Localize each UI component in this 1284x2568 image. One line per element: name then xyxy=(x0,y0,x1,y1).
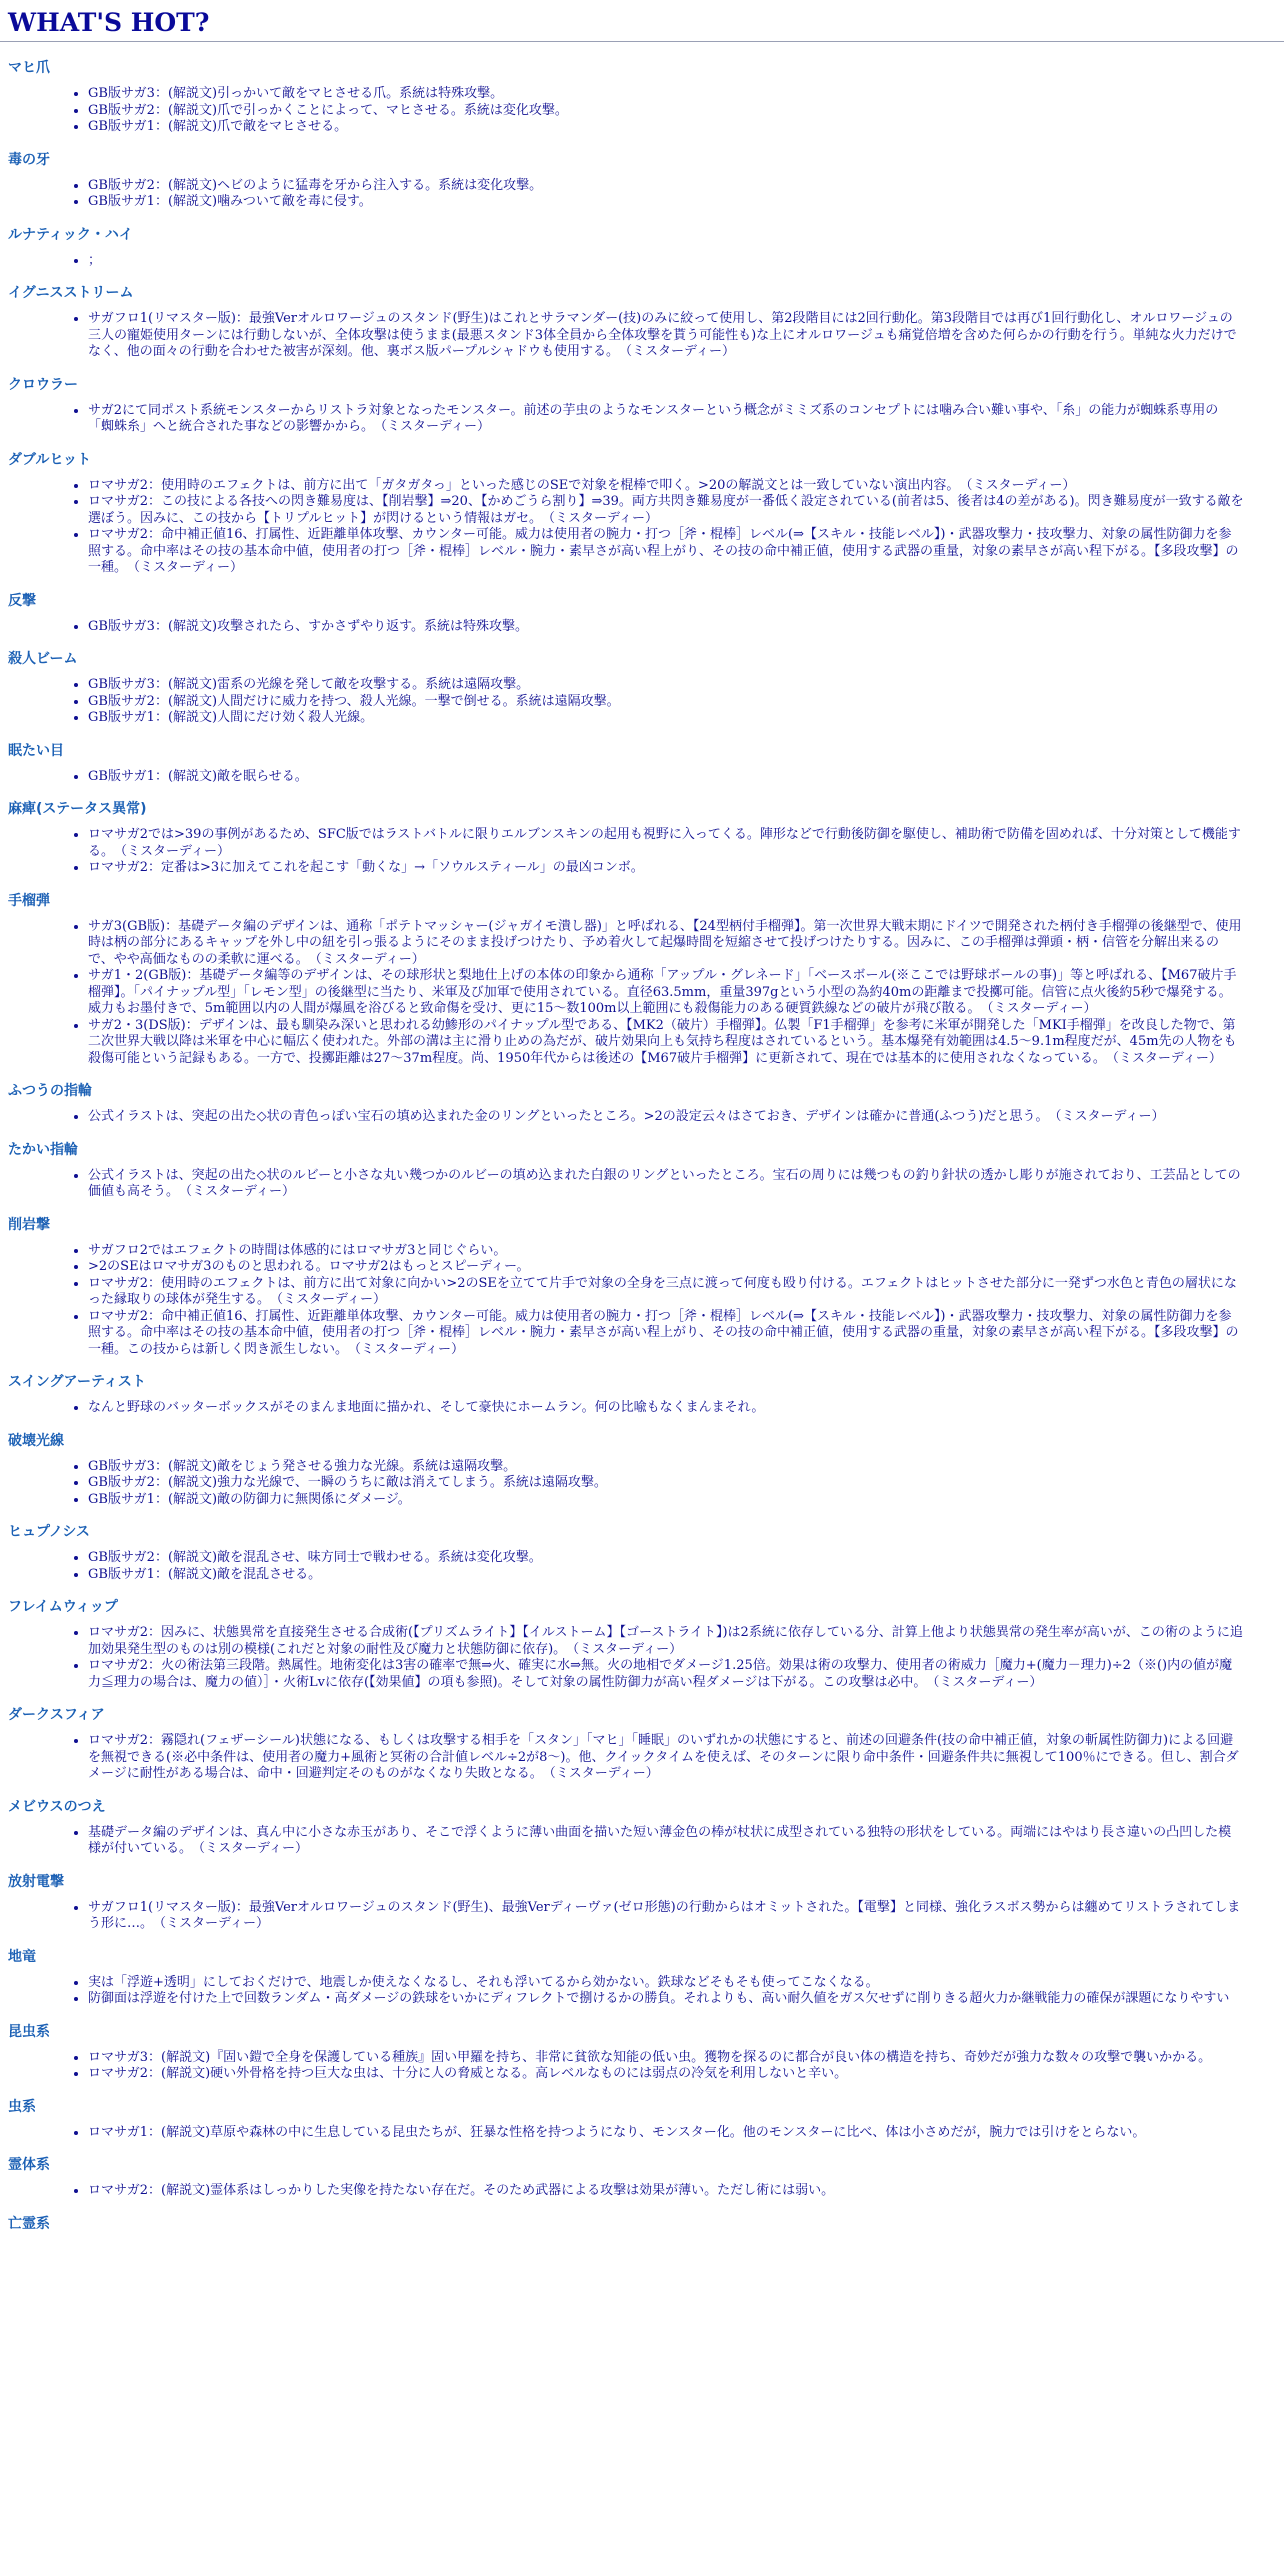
section-heading: ダークスフィア xyxy=(8,1707,105,1723)
list-item xyxy=(88,1309,1244,1359)
section xyxy=(0,891,1284,1068)
entry-text: GB版サガ1：(解説文)爪で敵をマヒさせる。 xyxy=(88,119,348,134)
entry-list xyxy=(0,178,1244,211)
author-signature: （ミスターディー） xyxy=(276,1292,386,1307)
entry-text: ロマサガ2：(解説文)硬い外骨格を持つ巨大な虫は、十分に人の脅威となる。高レベルなものには弱点の冷気を利用しないと辛い。 xyxy=(88,2066,848,2081)
author-signature: （ミスターディー） xyxy=(987,1001,1097,1016)
entry-list xyxy=(0,919,1244,1068)
section-heading: 毒の牙 xyxy=(8,151,50,168)
list-item xyxy=(88,1625,1244,1658)
entry-text: GB版サガ1：(解説文)敵の防御力に無関係にダメージ。 xyxy=(88,1491,411,1507)
section xyxy=(0,58,1284,136)
entry-text: ； xyxy=(88,252,102,268)
list-item xyxy=(88,403,1244,436)
entry-list xyxy=(0,2183,1244,2200)
author-signature: （ミスターディー） xyxy=(548,510,658,526)
title-divider xyxy=(0,41,1284,42)
entry-text: サガフロ2ではエフェクトの時間は体感的にはロマサガ3と同じぐらい。 xyxy=(88,1242,507,1258)
list-item xyxy=(88,2050,1244,2067)
list-item xyxy=(88,919,1244,969)
section-list xyxy=(0,58,1284,2234)
section-heading: 殺人ビーム xyxy=(8,651,78,667)
author-signature: （ミスターディー） xyxy=(185,1184,295,1199)
section-heading: ふつうの指輪 xyxy=(8,1083,92,1099)
author-signature: （ミスターディー） xyxy=(625,344,735,359)
list-item xyxy=(88,694,1244,711)
entry-text: GB版サガ2：(解説文)爪で引っかくことによって、マヒさせる。系統は変化攻撃。 xyxy=(88,102,568,118)
entry-list xyxy=(0,1459,1244,1509)
entry-list xyxy=(0,827,1244,877)
section-heading: たかい指輪 xyxy=(8,1141,78,1158)
author-signature: （ミスターディー） xyxy=(1112,1050,1222,1066)
list-item xyxy=(88,1459,1244,1476)
section xyxy=(0,1215,1284,1359)
entry-text: GB版サガ1：(解説文)噛みついて敵を毒に侵す。 xyxy=(88,194,372,209)
section xyxy=(0,1872,1284,1933)
entry-text: ロマサガ2：使用時のエフェクトは、前方に出て対象に向かい>2のSEを立てて片手で対象の全身を三点に渡って何度も殴り付ける。エフェクトはヒットさせた部分に一発ずつ水色と青色の層状になった縁取りの球体が発生する。 xyxy=(88,1275,1237,1307)
entry-list xyxy=(0,253,1244,270)
section-heading: 霊体系 xyxy=(8,2157,50,2173)
list-item xyxy=(88,86,1244,103)
entry-text: GB版サガ1：(解説文)敵を混乱させる。 xyxy=(88,1566,322,1582)
section xyxy=(0,649,1284,727)
entry-text: GB版サガ2：(解説文)人間だけに威力を持つ、殺人光線。一撃で倒せる。系統は遠隔攻撃。 xyxy=(88,693,620,709)
section xyxy=(0,1947,1284,2008)
entry-text: GB版サガ3：(解説文)敵をじょう発させる強力な光線。系統は遠隔攻撃。 xyxy=(88,1458,517,1474)
entry-list xyxy=(0,403,1244,436)
entry-list xyxy=(0,619,1244,636)
section-heading: イグニスストリーム xyxy=(8,285,134,301)
section xyxy=(0,2097,1284,2142)
list-item xyxy=(88,1018,1244,1068)
list-item xyxy=(88,2183,1244,2200)
list-item xyxy=(88,1400,1244,1417)
list-item xyxy=(88,478,1244,495)
entry-list xyxy=(0,2050,1244,2083)
section-heading: 削岩撃 xyxy=(8,1216,50,1233)
entry-text: ロマサガ2：この技による各技への閃き難易度は、【削岩撃】⇒20、【かめごうら割り】⇒39。両方共閃き難易度が一番低く設定されている(前者は5、後者は4の差がある)。閃き難易度が一致する敵を選ぼう。因みに、この技から【トリプルヒット】が閃けるという情報はガセ。 xyxy=(88,494,1244,526)
list-item xyxy=(88,1550,1244,1567)
section-heading: フレイムウィップ xyxy=(8,1599,118,1615)
section-heading: マヒ爪 xyxy=(8,60,50,76)
section xyxy=(0,1081,1284,1126)
entry-list xyxy=(0,1733,1244,1783)
entry-text: ロマサガ2：定番は>3に加えてこれを起こす「動くな」→「ソウルスティール」の最凶コンボ。 xyxy=(88,860,644,875)
entry-text: GB版サガ3：(解説文)引っかいて敵をマヒさせる爪。系統は特殊攻撃。 xyxy=(88,86,504,101)
entry-list xyxy=(0,1825,1244,1858)
list-item xyxy=(88,1475,1244,1492)
entry-text: サガフロ1(リマスター版)：最強Verオルロワージュのスタンド(野生)はこれとサラマンダー(技)のみに絞って使用し、第2段階目には2回行動化。第3段階目では再び1回行動化し、オルロワージュの三人の寵姫使用ターンには行動しないが、全体攻撃は使うまま(最悪スタンド3体全員から全体攻撃を貰う可能性も)な上にオルロワージュも痛覚倍増を含めた何らかの行動を行う。単純な火力だけでなく、他の面々の行動を合わせた被害が深刻。他、裏ボス版パープルシャドウも使用する。 xyxy=(88,311,1237,359)
section xyxy=(0,1431,1284,1509)
entry-list xyxy=(0,1109,1244,1126)
section xyxy=(0,450,1284,577)
entry-text: ロマサガ1：(解説文)草原や森林の中に生息している昆虫たちが、狂暴な性格を持つようになり、モンスター化。他のモンスターに比べ、体は小さめだが，腕力では引けをとらない。 xyxy=(88,2124,1146,2140)
list-item xyxy=(88,1243,1244,1260)
list-item xyxy=(88,619,1244,636)
entry-text: GB版サガ2：(解説文)ヘビのように猛毒を牙から注入する。系統は変化攻撃。 xyxy=(88,177,543,193)
section xyxy=(0,283,1284,361)
entry-text: ロマサガ2：因みに、状態異常を直接発生させる合成術(【プリズムライト】【イルストーム】【ゴーストライト】)は2系統に依存している分、計算上他より状態異常の発生率が高いが、この術のように追加効果発生型のものは別の模様(これだと対象の耐性及び魔力と状態防御に依存)。 xyxy=(88,1625,1243,1657)
entry-text: サガフロ1(リマスター版)：最強Verオルロワージュのスタンド(野生)、最強Verディーヴァ(ゼロ形態)の行動からはオミットされた。【電撃】と同様、強化ラスボス勢からは纏めてリストラされてしまう形に…。 xyxy=(88,1899,1241,1931)
section-heading: 放射電撃 xyxy=(8,1873,64,1890)
section xyxy=(0,2022,1284,2083)
list-item xyxy=(88,1567,1244,1584)
section-heading: 地竜 xyxy=(8,1948,36,1965)
entry-text: GB版サガ1：(解説文)人間にだけ効く殺人光線。 xyxy=(88,710,374,725)
page-title: WHAT'S HOT? xyxy=(8,8,210,37)
author-signature: （ミスターディー） xyxy=(198,1841,308,1856)
list-item xyxy=(88,827,1244,860)
section-heading: 眠たい目 xyxy=(8,742,64,759)
list-item xyxy=(88,494,1244,527)
list-item xyxy=(88,1825,1244,1858)
entry-text: ロマサガ3：(解説文)『固い鎧で全身を保護している種族』固い甲羅を持ち、非常に貧欲な知能の低い虫。獲物を探るのに都合が良い体の構造を持ち、奇妙だが強力な数々の攻撃で襲いかかる。 xyxy=(88,2049,1212,2065)
section-heading: クロウラー xyxy=(8,376,78,393)
section xyxy=(0,1705,1284,1783)
section xyxy=(0,225,1284,270)
entry-text: ロマサガ2：命中補正値16、打属性、近距離単体攻撃、カウンター可能。威力は使用者の腕力・打つ［斧・棍棒］レベル(⇒【スキル・技能レベル】)・武器攻撃力・技攻撃力、対象の属性防御力を参照する。命中率はその技の基本命中値，使用者の打つ［斧・棍棒］レベル・腕力・素早さが高い程上がり、その技の命中補正値，使用する武器の重量，対象の素早さが高い程下がる。【多段攻撃】の一種。 xyxy=(88,527,1239,575)
entry-text: なんと野球のバッターボックスがそのまんま地面に描かれ、そして豪快にホームラン。何の比喩もなくまんまそれ。 xyxy=(88,1400,765,1415)
entry-text: GB版サガ2：(解説文)敵を混乱させ、味方同士で戦わせる。系統は変化攻撃。 xyxy=(88,1550,542,1565)
author-signature: （ミスターディー） xyxy=(354,1341,464,1357)
entry-list xyxy=(0,1243,1244,1359)
entry-list xyxy=(0,2125,1244,2142)
list-item xyxy=(88,103,1244,120)
list-item xyxy=(88,311,1244,361)
entry-text: サガ2・3(DS版)：デザインは、最も馴染み深いと思われる幼鯵形のパイナップル型である、【MK2（破片）手榴弾】。仏製「F1手榴弾」を参考に米軍が開発した「MKI手榴弾」を改良した物で、第二次世界大戦以降は米軍を中心に幅広く使われた。外部の溝は主に滑り止めの為だが、破片効果向上も気持ち程度はされているという。基本爆発有効範囲は4.5～9.1m程度だが、45m先の人物をも殺傷可能という記録もある。一方で、投擲距離は27～37m程度。尚、1950年代からは後述の【M67破片手榴弾】に更新されて、現在では基本的に使用されなくなっている。 xyxy=(88,1017,1237,1066)
list-item xyxy=(88,1168,1244,1201)
entry-text: GB版サガ1：(解説文)敵を眠らせる。 xyxy=(88,768,308,784)
section-heading: ダブルヒット xyxy=(8,451,92,468)
entry-list xyxy=(0,1975,1244,2008)
entry-text: ロマサガ2では>39の事例があるため、SFC版ではラストバトルに限りエルブンスキンの起用も視野に入ってくる。陣形などで行動後防御を駆使し、補助術で防備を固めれば、十分対策として機能する。 xyxy=(88,827,1241,859)
list-item xyxy=(88,527,1244,577)
author-signature: （ミスターディー） xyxy=(380,419,490,434)
section xyxy=(0,150,1284,211)
section-heading: ヒュプノシス xyxy=(8,1524,90,1540)
entry-text: GB版サガ3：(解説文)攻撃されたら、すかさずやり返す。系統は特殊攻撃。 xyxy=(88,618,529,634)
entry-list xyxy=(0,311,1244,361)
list-item xyxy=(88,1900,1244,1933)
section xyxy=(0,375,1284,436)
section xyxy=(0,1797,1284,1858)
list-item xyxy=(88,194,1244,211)
entry-text: ロマサガ2：霧隠れ(フェザーシール)状態になる、もしくは攻撃する相手を「スタン」「マヒ」「睡眠」のいずれかの状態にすると、前述の回避条件(技の命中補正値，対象の斬属性防御力)による回避を無視できる(※必中条件は、使用者の魔力+風術と冥術の合計値レベル÷2が8～)。他、クイックタイムを使えば、そのターンに限り命中条件・回避条件共に無視して100％にできる。但し、割合ダメージに耐性がある場合は、命中・回避判定そのものがなくなり失敗となる。 xyxy=(88,1733,1239,1781)
entry-text: >2のSEはロマサガ3のものと思われる。ロマサガ2はもっとスピーディー。 xyxy=(88,1259,530,1274)
list-item xyxy=(88,1109,1244,1126)
entry-text: ロマサガ2：使用時のエフェクトは、前方に出て「ガタガタっ」といった感じのSEで対象を棍棒で叩く。>20の解説文とは一致していない演出内容。 xyxy=(88,477,953,493)
section xyxy=(0,1140,1284,1201)
list-item xyxy=(88,178,1244,195)
section-heading: 麻痺(ステータス異常) xyxy=(8,801,147,817)
list-item xyxy=(88,2066,1244,2083)
entry-text: サガ2にて同ポスト系統モンスターからリストラ対象となったモンスター。前述の芋虫のようなモンスターという概念がミミズ系のコンセプトには噛み合い難い事や、「糸」の能力が蜘蛛系専用の「蜘蛛糸」へと統合された事などの影響かから。 xyxy=(88,402,1219,434)
author-signature: （ミスターディー） xyxy=(549,1766,659,1781)
list-item xyxy=(88,1991,1244,2008)
author-signature: （ミスターディー） xyxy=(120,843,230,859)
section-heading: スイングアーティスト xyxy=(8,1374,146,1390)
author-signature: （ミスターディー） xyxy=(1055,1109,1165,1124)
entry-list xyxy=(0,1900,1244,1933)
list-item xyxy=(88,710,1244,727)
section xyxy=(0,741,1284,786)
author-signature: （ミスターディー） xyxy=(965,477,1076,493)
list-item xyxy=(88,677,1244,694)
section xyxy=(0,1522,1284,1583)
author-signature: （ミスターディー） xyxy=(159,1916,269,1931)
section xyxy=(0,799,1284,877)
entry-list xyxy=(0,677,1244,727)
author-signature: （ミスターディー） xyxy=(315,951,425,967)
section xyxy=(0,1597,1284,1691)
entry-text: ロマサガ2：命中補正値16、打属性、近距離単体攻撃、カウンター可能。威力は使用者の腕力・打つ［斧・棍棒］レベル(⇒【スキル・技能レベル】)・武器攻撃力・技攻撃力、対象の属性防御力を参照する。命中率はその技の基本命中値，使用者の打つ［斧・棍棒］レベル・腕力・素早さが高い程上がり、その技の命中補正値，使用する武器の重量，対象の素早さが高い程下がる。【多段攻撃】の一種。この技からは新しく閃き派生しない。 xyxy=(88,1308,1239,1357)
section-heading: 破壊光線 xyxy=(8,1432,64,1449)
list-item xyxy=(88,1733,1244,1783)
entry-list xyxy=(0,1625,1244,1691)
entry-list xyxy=(0,1168,1244,1201)
author-signature: （ミスターディー） xyxy=(133,560,243,575)
entry-text: サガ1・2(GB版)：基礎データ編等のデザインは、その球形状と梨地仕上げの本体の印象から通称「アップル・グレネード」「ベースボール(※ここでは野球ボールの事)」等と呼ばれる、【M67破片手榴弾】。「パイナップル型」「レモン型」の後継型に当たり、米軍及び加軍で使用されている。直径63.5mm，重量397gという小型の為約40mの距離まで投擲可能。信管に点火後約5秒で爆発する。威力もお墨付きで、5m範囲以内の人間が爆風を浴びると致命傷を受け、更に15～数100m以上範囲にも殺傷能力のある硬質鉄線などの破片が飛び散る。 xyxy=(88,968,1237,1016)
list-item xyxy=(88,860,1244,877)
entry-list xyxy=(0,1550,1244,1583)
list-item xyxy=(88,119,1244,136)
section xyxy=(0,1372,1284,1417)
entry-text: ロマサガ2：(解説文)霊体系はしっかりした実像を持たない存在だ。そのため武器による攻撃は効果が薄い。ただし術には弱い。 xyxy=(88,2183,835,2198)
list-item xyxy=(88,968,1244,1018)
section-heading: 手榴弾 xyxy=(8,892,50,909)
entry-text: GB版サガ3：(解説文)雷系の光線を発して敵を攻撃する。系統は遠隔攻撃。 xyxy=(88,677,530,692)
section-heading: 昆虫系 xyxy=(8,2023,50,2040)
entry-text: 公式イラストは、突起の出た◇状のルビーと小さな丸い幾つかのルビーの填め込まれた白銀のリングといったところ。宝石の周りには幾つもの釣り針状の透かし彫りが施されており、工芸品としての価値も高そう。 xyxy=(88,1167,1241,1199)
list-item xyxy=(88,1975,1244,1992)
entry-list xyxy=(0,478,1244,577)
entry-text: ロマサガ2：火の術法第三段階。熱属性。地術変化は3害の確率で無⇒火、確実に水⇒無。火の地相でダメージ1.25倍。効果は術の攻撃力、使用者の術威力［魔力+(魔力－理力)÷2（※()内の値が魔力≦理力の場合は、魔力の値）］・火術Lvに依存(【効果値】の項も参照)。そして対象の属性防御力が高い程ダメージは下がる。この攻撃は必中。 xyxy=(88,1658,1233,1690)
entry-text: GB版サガ2：(解説文)強力な光線で、一瞬のうちに敵は消えてしまう。系統は遠隔攻撃。 xyxy=(88,1475,607,1490)
list-item xyxy=(88,1658,1244,1691)
section xyxy=(0,2155,1284,2200)
entry-text: 公式イラストは、突起の出た◇状の青色っぽい宝石の填め込まれた金のリングといったところ。>2の設定云々はさておき、デザインは確かに普通(ふつう)だと思う。 xyxy=(88,1109,1042,1124)
entry-list xyxy=(0,86,1244,136)
section-heading: 反撃 xyxy=(8,592,36,609)
section-heading: 虫系 xyxy=(8,2098,36,2115)
list-item xyxy=(88,1259,1244,1276)
author-signature: （ミスターディー） xyxy=(572,1641,683,1657)
list-item xyxy=(88,1276,1244,1309)
entry-list xyxy=(0,1400,1244,1417)
list-item xyxy=(88,2125,1244,2142)
section xyxy=(0,591,1284,636)
section xyxy=(0,2214,1284,2234)
list-item xyxy=(88,253,1244,270)
author-signature: （ミスターディー） xyxy=(932,1674,1043,1690)
list-item xyxy=(88,769,1244,786)
entry-text: 防御面は浮遊を付けた上で回数ランダム・高ダメージの鉄球をいかにディフレクトで捌けるかの勝負。それよりも、高い耐久値をガス欠せずに削りきる超火力か継戦能力の確保が課題になりやすい xyxy=(88,1991,1230,2006)
entry-text: サガ3(GB版)：基礎データ編のデザインは、通称「ポテトマッシャー(ジャガイモ潰し器)」と呼ばれる、【24型柄付手榴弾】。第一次世界大戦末期にドイツで開発された柄付き手榴弾の後継型で、使用時は柄の部分にあるキャップを外し中の紐を引っ張るようにそのまま投げつけたり、予め着火して起爆時間を短縮させて投げつけたりする。因みに、この手榴弾は弾頭・柄・信管を分解出来るので、やや高価なものの柔軟に運べる。 xyxy=(88,918,1242,967)
list-item xyxy=(88,1492,1244,1509)
section-heading: 亡霊系 xyxy=(8,2215,50,2232)
section-heading: ルナティック・ハイ xyxy=(8,226,133,243)
entry-text: 基礎データ編のデザインは、真ん中に小さな赤玉があり、そこで浮くように薄い曲面を描いた短い薄金色の棒が杖状に成型されている独特の形状をしている。両端にはやはり長さ違いの凸凹した模様が付いている。 xyxy=(88,1824,1232,1856)
entry-list xyxy=(0,769,1244,786)
section-heading: メビウスのつえ xyxy=(8,1798,106,1815)
entry-text: 実は「浮遊+透明」にしておくだけで、地震しか使えなくなるし、それも浮いてるから効かない。鉄球などそもそも使ってこなくなる。 xyxy=(88,1974,879,1990)
